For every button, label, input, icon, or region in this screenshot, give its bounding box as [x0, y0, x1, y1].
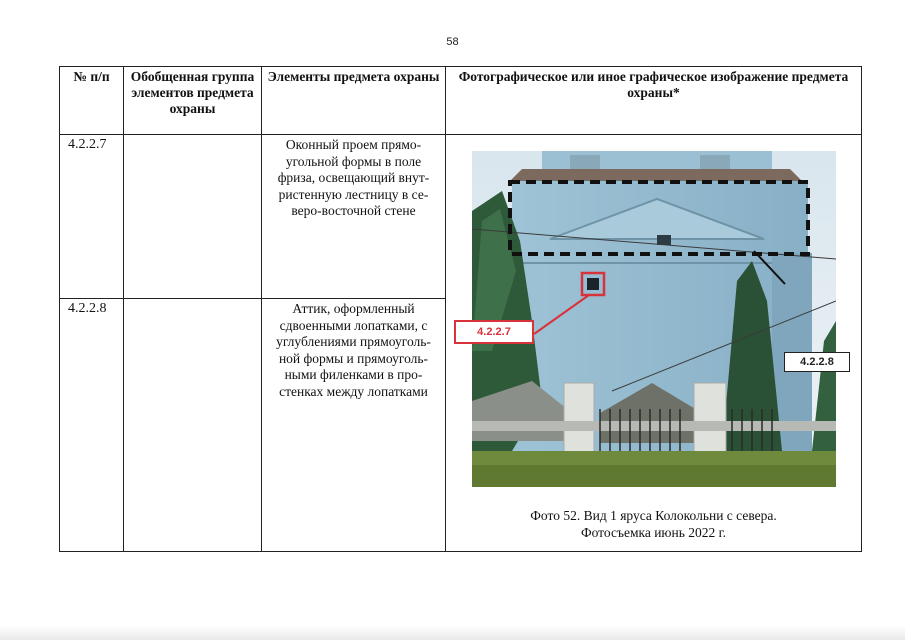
header-image: Фотографическое или иное графическое изображение предмета охраны* [446, 67, 862, 135]
row-4-2-2-7-num: 4.2.2.7 [60, 135, 124, 299]
photo-cell [446, 135, 862, 552]
bell-tower-photo [472, 151, 836, 487]
photo-caption [446, 507, 861, 541]
header-elements: Элементы предмета охраны [262, 67, 446, 135]
caption-line-2: Фотосъемка июнь 2022 г. [580, 525, 727, 540]
label-4-2-2-8: 4.2.2.8 [784, 352, 850, 372]
page-number: 58 [446, 36, 459, 48]
label-4-2-2-7: 4.2.2.7 [454, 320, 534, 344]
caption-line-1: Фото 52. Вид 1 яруса Колокольни с севера. [530, 508, 777, 523]
row-4-2-2-7-element: Оконный проем прямо-угольной формы в поле фриза, освещающий внут-ристенную лестницу в се-веро-восточной стене [262, 135, 446, 299]
protection-table [59, 66, 862, 552]
row-4-2-2-8-group [124, 299, 262, 552]
scan-edge [0, 626, 905, 640]
row-4-2-2-8-element: Аттик, оформленный сдвоенными лопатками, с углублениями прямоуголь-ной формы и прямоуголь-ными филенками в про-стенках между лопатками [262, 299, 446, 552]
row-4-2-2-8-num: 4.2.2.8 [60, 299, 124, 552]
header-group: Обобщенная группа элементов предмета охраны [124, 67, 262, 135]
header-num: № п/п [60, 67, 124, 135]
row-4-2-2-7-group [124, 135, 262, 299]
